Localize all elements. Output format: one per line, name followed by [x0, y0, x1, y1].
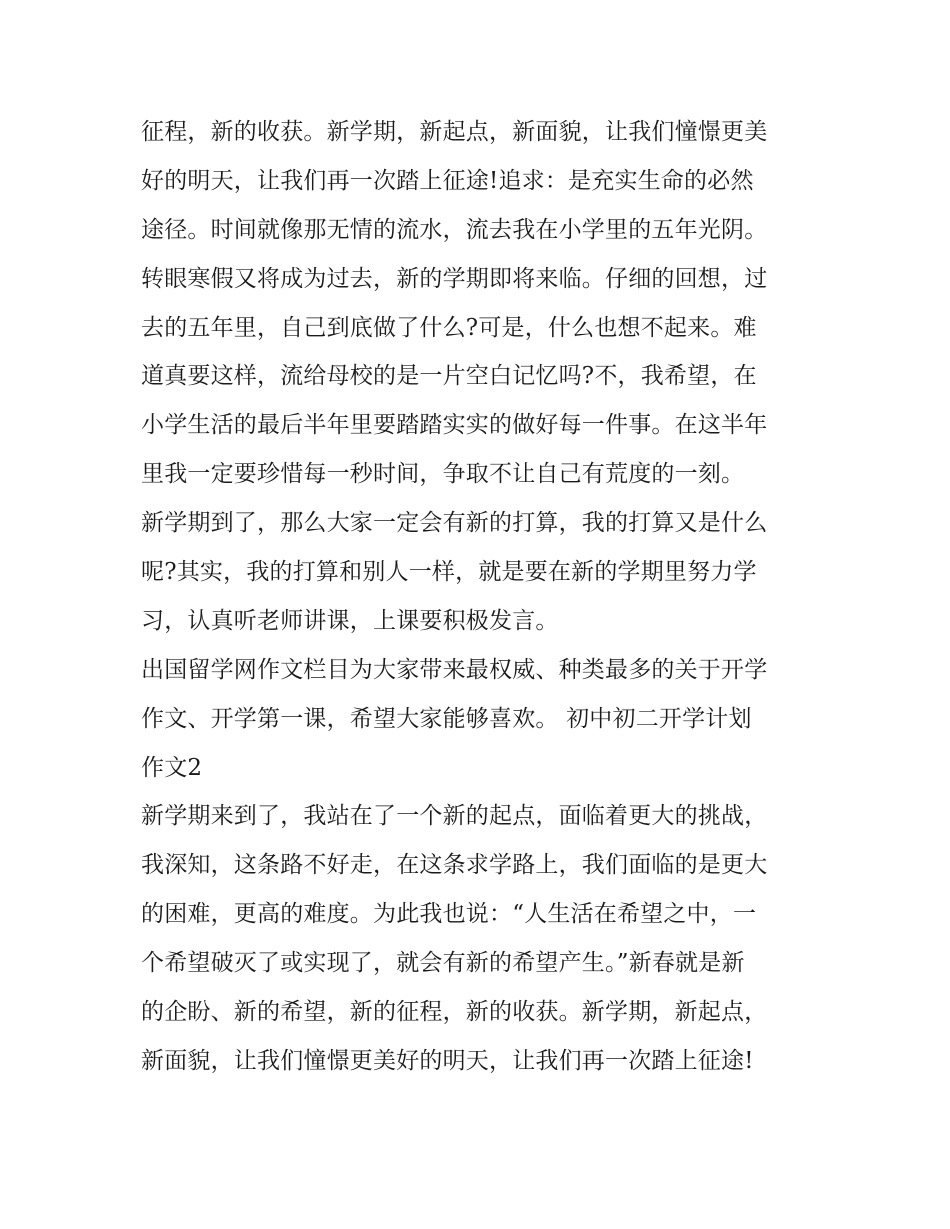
- section-heading: 作文2: [141, 754, 203, 781]
- document-body: [141, 108, 821, 1086]
- text-line: 好的明天，让我们再一次踏上征途!追求：是充实生命的必然: [141, 167, 754, 194]
- text-line: 新面貌，让我们憧憬更美好的明天，让我们再一次踏上征途!: [141, 1047, 754, 1074]
- text-line: 里我一定要珍惜每一秒时间，争取不让自己有荒度的一刻。: [141, 461, 745, 488]
- text-line: 的困难，更高的难度。为此我也说：“人生活在希望之中，一: [141, 901, 757, 928]
- text-line: 去的五年里，自己到底做了什么?可是，什么也想不起来。难: [141, 314, 757, 341]
- text-line: 新学期到了，那么大家一定会有新的打算，我的打算又是什么: [141, 510, 768, 537]
- text-line: 出国留学网作文栏目为大家带来最权威、种类最多的关于开学: [141, 656, 768, 683]
- text-line: 小学生活的最后半年里要踏踏实实的做好每一件事。在这半年: [141, 412, 768, 439]
- text-line: 途径。时间就像那无情的流水，流去我在小学里的五年光阴。: [141, 216, 768, 243]
- text-line: 作文、开学第一课，希望大家能够喜欢。 初中初二开学计划: [141, 705, 752, 732]
- text-line: 转眼寒假又将成为过去，新的学期即将来临。仔细的回想，过: [141, 265, 768, 292]
- text-line: 我深知，这条路不好走，在这条求学路上，我们面临的是更大: [141, 852, 768, 879]
- text-line: 道真要这样，流给母校的是一片空白记忆吗?不，我希望，在: [141, 363, 757, 390]
- text-line: 新学期来到了，我站在了一个新的起点，面临着更大的挑战，: [141, 803, 768, 830]
- text-line: 习，认真听老师讲课，上课要积极发言。: [141, 607, 559, 634]
- text-line: 个希望破灭了或实现了，就会有新的希望产生。”新春就是新: [141, 950, 745, 977]
- text-line: 的企盼、新的希望，新的征程，新的收获。新学期，新起点，: [141, 999, 768, 1026]
- text-line: 征程，新的收获。新学期，新起点，新面貌，让我们憧憬更美: [141, 119, 768, 145]
- text-line: 呢?其实，我的打算和别人一样，就是要在新的学期里努力学: [141, 559, 757, 586]
